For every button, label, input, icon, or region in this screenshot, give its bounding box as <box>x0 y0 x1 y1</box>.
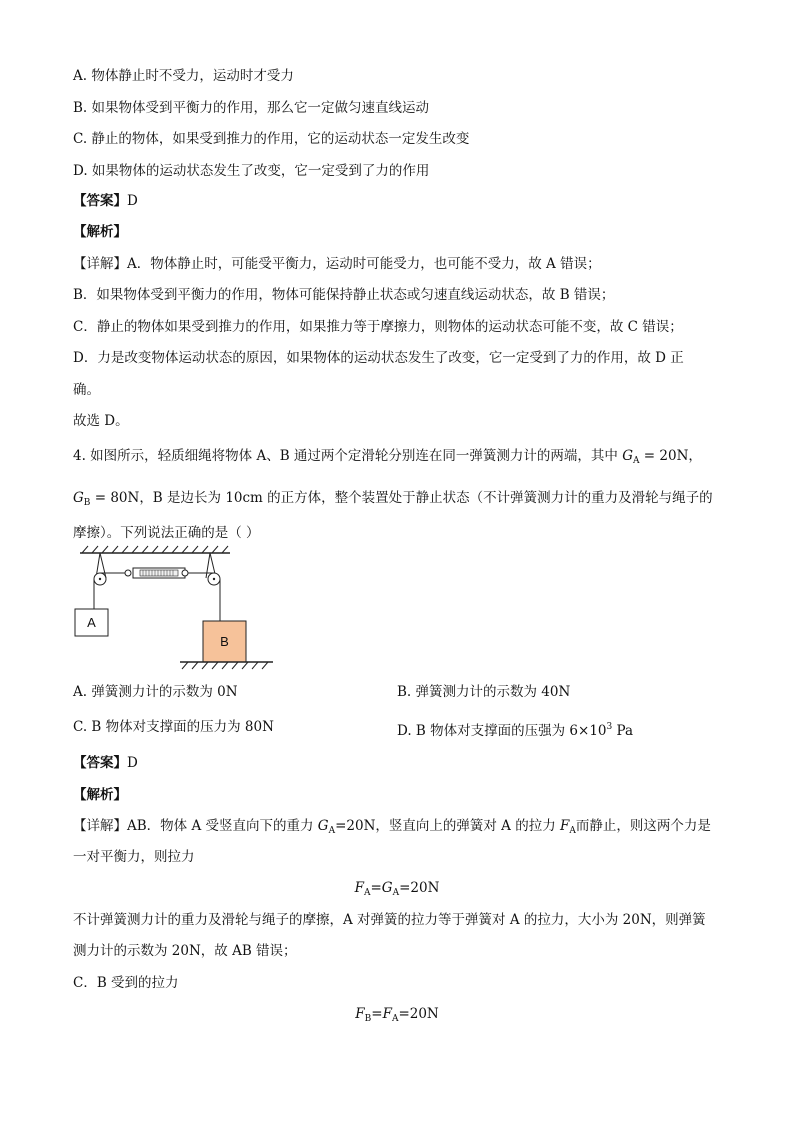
spring-scale <box>125 568 188 578</box>
q4-answer <box>73 753 138 773</box>
q3-detail-line-a <box>73 254 601 274</box>
block-a-label: A <box>87 615 96 630</box>
q3-detail-line-c: C．静止的物体如果受到推力的作用，如果推力等于摩擦力，则物体的运动状态可能不变，故 C 错误； <box>73 319 683 335</box>
detail-text: 而静止，则这两个力是 <box>575 818 711 834</box>
var-sub: A <box>391 1014 399 1024</box>
q4-option-d <box>397 717 633 741</box>
detail-text: A．物体静止时，可能受平衡力，运动时可能受力，也可能不受力，故 A 错误； <box>127 256 601 272</box>
var-g: G <box>73 490 84 506</box>
stem-text: ，B 是边长为 10cm 的正方体，整个装置处于静止状态（不计弹簧测力计的重力及滑轮与绳子的 <box>139 490 713 506</box>
q3-option-c: C. 静止的物体，如果受到推力的作用，它的运动状态一定发生改变 <box>73 131 470 147</box>
var-g: G <box>317 818 329 834</box>
var-sub: B <box>364 1014 372 1024</box>
pulley-diagram <box>70 545 290 673</box>
detail-text: AB．物体 A 受竖直向下的重力 <box>127 818 318 834</box>
var-f: F <box>560 818 570 834</box>
equals: = <box>370 880 382 896</box>
q4-option-b: B. 弹簧测力计的示数为 40N <box>397 684 571 700</box>
exponent: 3 <box>606 722 613 732</box>
value: =20N <box>398 1006 439 1022</box>
q4-option-a: A. 弹簧测力计的示数为 0N <box>73 684 238 700</box>
var-sub: A <box>569 826 576 836</box>
var-f: F <box>354 880 364 896</box>
q4-para1: 不计弹簧测力计的重力及滑轮与绳子的摩擦，A 对弹簧的拉力等于弹簧对 A 的拉力，大小为 20N，则弹簧 <box>73 912 706 928</box>
q3-answer <box>73 191 138 211</box>
q4-stem-line3: 摩擦）。下列说法正确的是（ ） <box>73 525 260 541</box>
var-sub: B <box>83 498 91 508</box>
ceiling-hatch <box>82 546 228 553</box>
var-value: = 80N <box>90 490 140 506</box>
q4-option-c: C. B 物体对支撑面的压力为 80N <box>73 719 274 735</box>
answer-label: 【答案】 <box>73 755 127 771</box>
q3-option-d: D. 如果物体的运动状态发生了改变，它一定受到了力的作用 <box>73 163 430 179</box>
stem-text: 4. 如图所示，轻质细绳将物体 A、B 通过两个定滑轮分别连在同一弹簧测力计的两端，其中 <box>73 448 623 464</box>
q3-detail-line-b: B．如果物体受到平衡力的作用，物体可能保持静止状态或匀速直线运动状态，故 B 错误； <box>73 287 615 303</box>
var-g: G <box>381 880 393 896</box>
answer-label: 【答案】 <box>73 193 127 209</box>
q4-detail-ab-cont: 一对平衡力，则拉力 <box>73 849 195 865</box>
var-value: = 20N， <box>639 448 702 464</box>
value: =20N <box>399 880 440 896</box>
unit: Pa <box>612 723 634 739</box>
var-sub: A <box>328 826 336 836</box>
q4-stem-line2 <box>73 488 713 513</box>
block-b-label: B <box>220 634 229 649</box>
var-g: G <box>622 448 634 464</box>
answer-value: D <box>127 755 138 771</box>
var-f: F <box>382 1006 392 1022</box>
q3-option-a: A. 物体静止时不受力，运动时才受力 <box>73 68 294 84</box>
q4-stem-line1 <box>73 446 702 471</box>
var-sub: A <box>392 888 400 898</box>
q4-detail-ab <box>73 816 711 841</box>
answer-value: D <box>127 193 138 209</box>
q3-analysis-label <box>73 222 127 242</box>
q3-detail-line-d: D．力是改变物体运动状态的原因，如果物体的运动状态发生了改变，它一定受到了力的作用，故 D 正 <box>73 350 684 366</box>
detail-text: =20N，竖直向上的弹簧对 A 的拉力 <box>335 818 561 834</box>
equation-fb-fa <box>0 1004 794 1029</box>
q3-detail-line-d-cont: 确。 <box>73 382 100 398</box>
equation-fa-ga <box>0 878 794 903</box>
q4-detail-c: C．B 受到的拉力 <box>73 975 179 991</box>
analysis-label: 【解析】 <box>73 787 127 803</box>
detail-label: 【详解】 <box>73 256 127 272</box>
floor-hatch <box>182 662 268 669</box>
analysis-label: 【解析】 <box>73 224 127 240</box>
q4-analysis-label <box>73 785 127 805</box>
var-sub: A <box>363 888 371 898</box>
var-sub: A <box>633 456 640 466</box>
q4-para2: 测力计的示数为 20N，故 AB 错误； <box>73 943 297 959</box>
option-text: D. B 物体对支撑面的压强为 6×10 <box>397 723 607 739</box>
detail-label: 【详解】 <box>73 818 127 834</box>
q3-conclusion: 故选 D。 <box>73 413 129 429</box>
equals: = <box>371 1006 383 1022</box>
q3-option-b: B. 如果物体受到平衡力的作用，那么它一定做匀速直线运动 <box>73 100 430 116</box>
var-f: F <box>355 1006 365 1022</box>
right-support <box>206 553 210 578</box>
